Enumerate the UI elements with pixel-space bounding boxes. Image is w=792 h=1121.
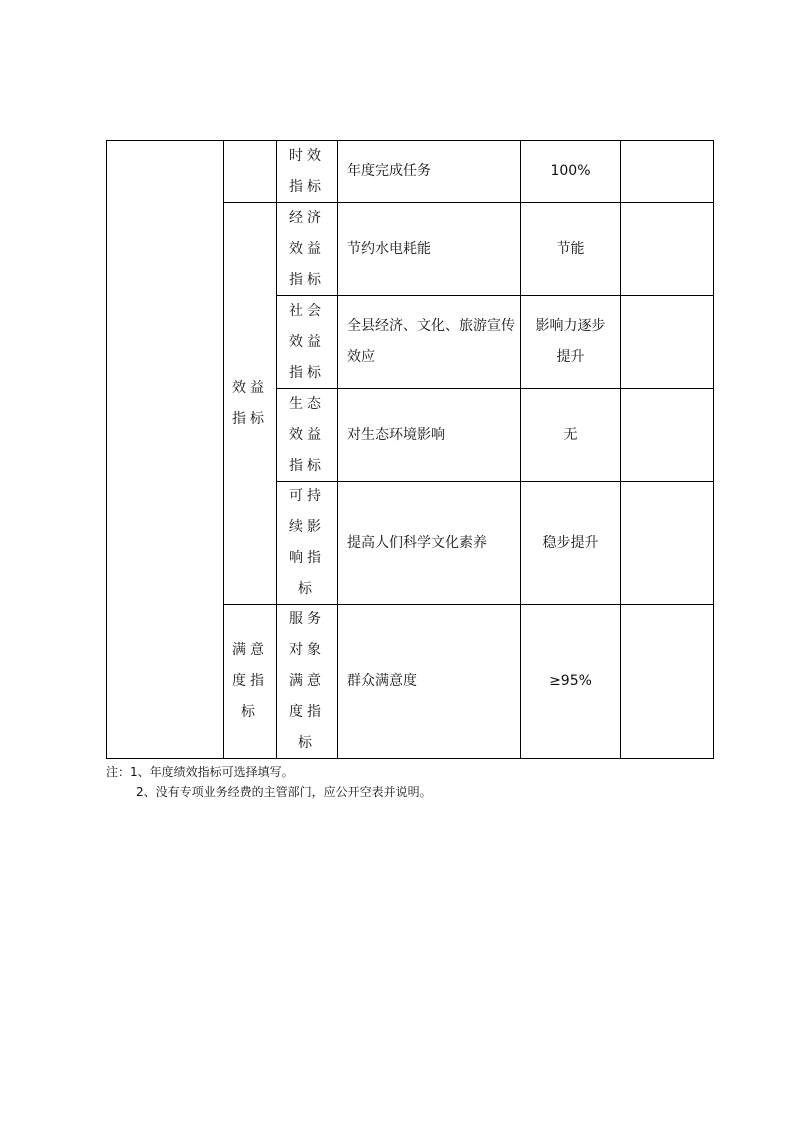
indicator-blank-cell: [620, 140, 714, 203]
sub-indicator-label: 时效指标: [289, 147, 325, 195]
sub-indicator-cell: [276, 604, 338, 759]
indicator-item-text: 全县经济、文化、旅游宣传效应: [347, 318, 515, 365]
footnote-line-2: 2、没有专项业务经费的主管部门，应公开空表并说明。: [136, 785, 432, 799]
indicator-item-cell: [337, 481, 521, 605]
indicator-value-cell: [520, 202, 621, 296]
indicator-blank-cell: [620, 481, 714, 605]
indicator-item-text: 群众满意度: [347, 673, 417, 689]
indicator-blank-cell: [620, 202, 714, 296]
category-label-satisfaction: 满意度指标: [232, 642, 268, 720]
indicator-value-cell: [520, 140, 621, 203]
sub-indicator-cell: [276, 481, 338, 605]
sub-indicator-cell: [276, 202, 338, 296]
indicator-item-cell: [337, 295, 521, 389]
indicator-blank-cell: [620, 388, 714, 482]
indicator-value-text: 稳步提升: [542, 534, 599, 551]
footnote-line-1: 注：1、年度绩效指标可选择填写。: [106, 765, 294, 779]
sub-indicator-label: 经济效益指标: [289, 209, 325, 288]
indicator-value-text: 无: [563, 426, 578, 443]
indicator-value-cell: [520, 604, 621, 759]
indicator-value-text: 影响力逐步提升: [535, 318, 606, 365]
sub-indicator-label: 社会效益指标: [289, 302, 325, 381]
category-cell-satisfaction: [223, 604, 277, 759]
sub-indicator-label: 生态效益指标: [289, 395, 325, 474]
indicator-item-text: 对生态环境影响: [347, 426, 445, 443]
indicator-value-cell: [520, 388, 621, 482]
indicator-value-cell: [520, 295, 621, 389]
indicator-value-text: 100%: [550, 163, 591, 179]
sub-indicator-cell: [276, 140, 338, 203]
indicator-value-cell: [520, 481, 621, 605]
indicator-blank-cell: [620, 604, 714, 759]
category-cell-benefit: [223, 202, 277, 605]
indicator-item-cell: [337, 140, 521, 203]
indicator-value-text: 节能: [556, 240, 585, 257]
indicator-item-cell: [337, 388, 521, 482]
category-label-benefit: 效益指标: [232, 379, 268, 427]
indicator-item-text: 节约水电耗能: [347, 240, 431, 257]
table-left-column: [106, 140, 224, 759]
sub-indicator-cell: [276, 388, 338, 482]
sub-indicator-label: 服务对象满意度指标: [289, 611, 325, 751]
indicator-item-cell: [337, 604, 521, 759]
sub-indicator-cell: [276, 295, 338, 389]
sub-indicator-label: 可持续影响指标: [289, 488, 325, 597]
performance-table: [106, 140, 714, 759]
indicator-item-text: 提高人们科学文化素养: [347, 534, 487, 551]
indicator-item-text: 年度完成任务: [347, 163, 431, 179]
indicator-item-cell: [337, 202, 521, 296]
category-cell-empty: [223, 140, 277, 203]
indicator-blank-cell: [620, 295, 714, 389]
indicator-value-text: ≥95%: [549, 673, 592, 689]
